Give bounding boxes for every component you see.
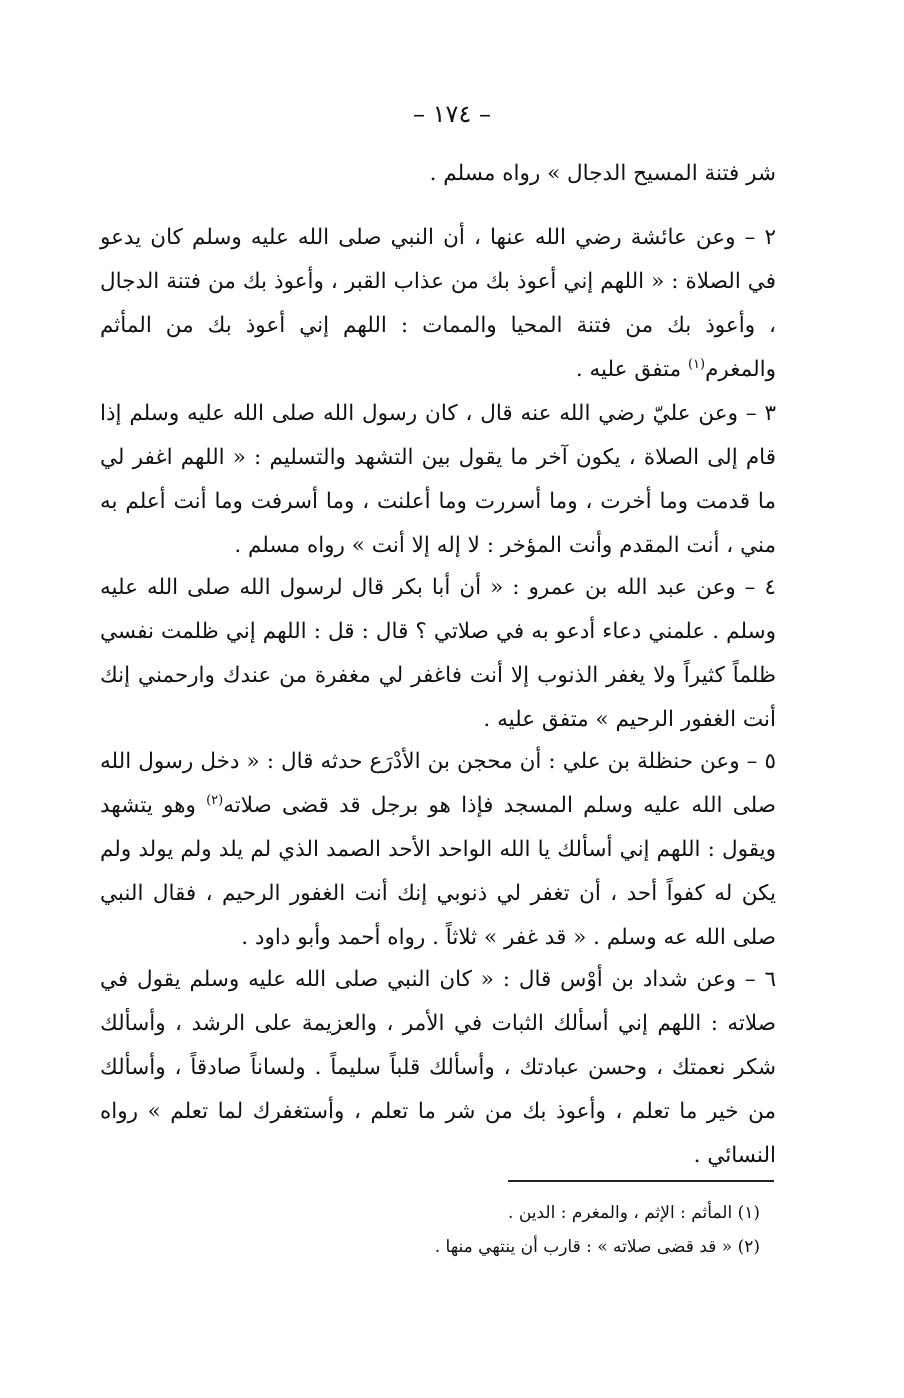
footnotes — [300, 1196, 760, 1264]
paragraph-tail: وهو يتشهد ويقول : اللهم إني أسألك يا الله الواحد الأحد الصمد الذي لم يلد ولم يولد ولم يكن له كفواً أحد ، أن تغفر لي ذنوبي إنك أنت الغفور الرحيم ، فقال النبي صلى الله عه وسلم . « قد غفر » ثلاثاً . رواه أحمد وأبو داود . — [100, 793, 776, 950]
footnote-divider — [508, 1180, 774, 1182]
paragraph-text: ٥ – وعن حنظلة بن علي : أن محجن بن الأدْرَع حدثه قال : « دخل رسول الله صلى الله عليه وسلم المسجد فإذا هو برجل قد قضى صلاته — [100, 749, 776, 818]
paragraph-text: ٤ – وعن عبد الله بن عمرو : « أن أبا بكر قال لرسول الله صلى الله عليه وسلم . علمني دعاء أدعو به في صلاتي ؟ قال : قل : اللهم إني ظلمت نفسي ظلماً كثيراً ولا يغفر الذنوب إلا أنت فاغفر لي مغفرة من عندك وارحمني إنك أنت الغفور الرحيم » متفق عليه . — [100, 575, 776, 732]
hadith-paragraph-6 — [100, 958, 776, 1178]
footnote-2: (٢) « قد قضى صلاته » : قارب أن ينتهي منها . — [434, 1237, 760, 1257]
paragraph-continuation — [100, 152, 776, 196]
page-number: – ١٧٤ – — [413, 100, 491, 128]
paragraph-tail: متفق عليه . — [575, 357, 688, 382]
hadith-paragraph-3 — [100, 392, 776, 568]
hadith-paragraph-5 — [100, 740, 776, 960]
paragraph-text: ٣ – وعن عليّ رضي الله عنه قال ، كان رسول الله صلى الله عليه وسلم إذا قام إلى الصلاة ، يكون آخر ما يقول بين التشهد والتسليم : « اللهم اغفر لي ما قدمت وما أخرت ، وما أسررت وما أعلنت ، وما أسرفت وما أنت أعلم به مني ، أنت المقدم وأنت المؤخر : لا إله إلا أنت » رواه مسلم . — [100, 401, 776, 558]
hadith-paragraph-2 — [100, 216, 776, 392]
paragraph-text: ٦ – وعن شداد بن أوْس قال : « كان النبي صلى الله عليه وسلم يقول في صلاته : اللهم إني أسألك الثبات في الأمر ، والعزيمة على الرشد ، وأسألك شكر نعمتك ، وحسن عبادتك ، وأسألك قلباً سليماً . ولساناً صادقاً ، وأسألك من خير ما تعلم ، وأعوذ بك من شر ما تعلم ، وأستغفرك لما تعلم » رواه النسائي . — [100, 967, 777, 1168]
paragraph-text: ٢ – وعن عائشة رضي الله عنها ، أن النبي صلى الله عليه وسلم كان يدعو في الصلاة : « اللهم إني أعوذ بك من عذاب القبر ، وأعوذ بك من فتنة الدجال ، وأعوذ بك من فتنة المحيا والممات : اللهم إني أعوذ بك من المأثم والمغرم — [100, 225, 776, 382]
footnote-reference: (٢) — [206, 792, 224, 808]
hadith-paragraph-4 — [100, 566, 776, 742]
paragraph-text: شر فتنة المسيح الدجال » رواه مسلم . — [429, 161, 776, 186]
footnote-reference: (١) — [687, 356, 706, 372]
footnote-1: (١) المأثم : الإثم ، والمغرم : الدين . — [508, 1203, 760, 1223]
